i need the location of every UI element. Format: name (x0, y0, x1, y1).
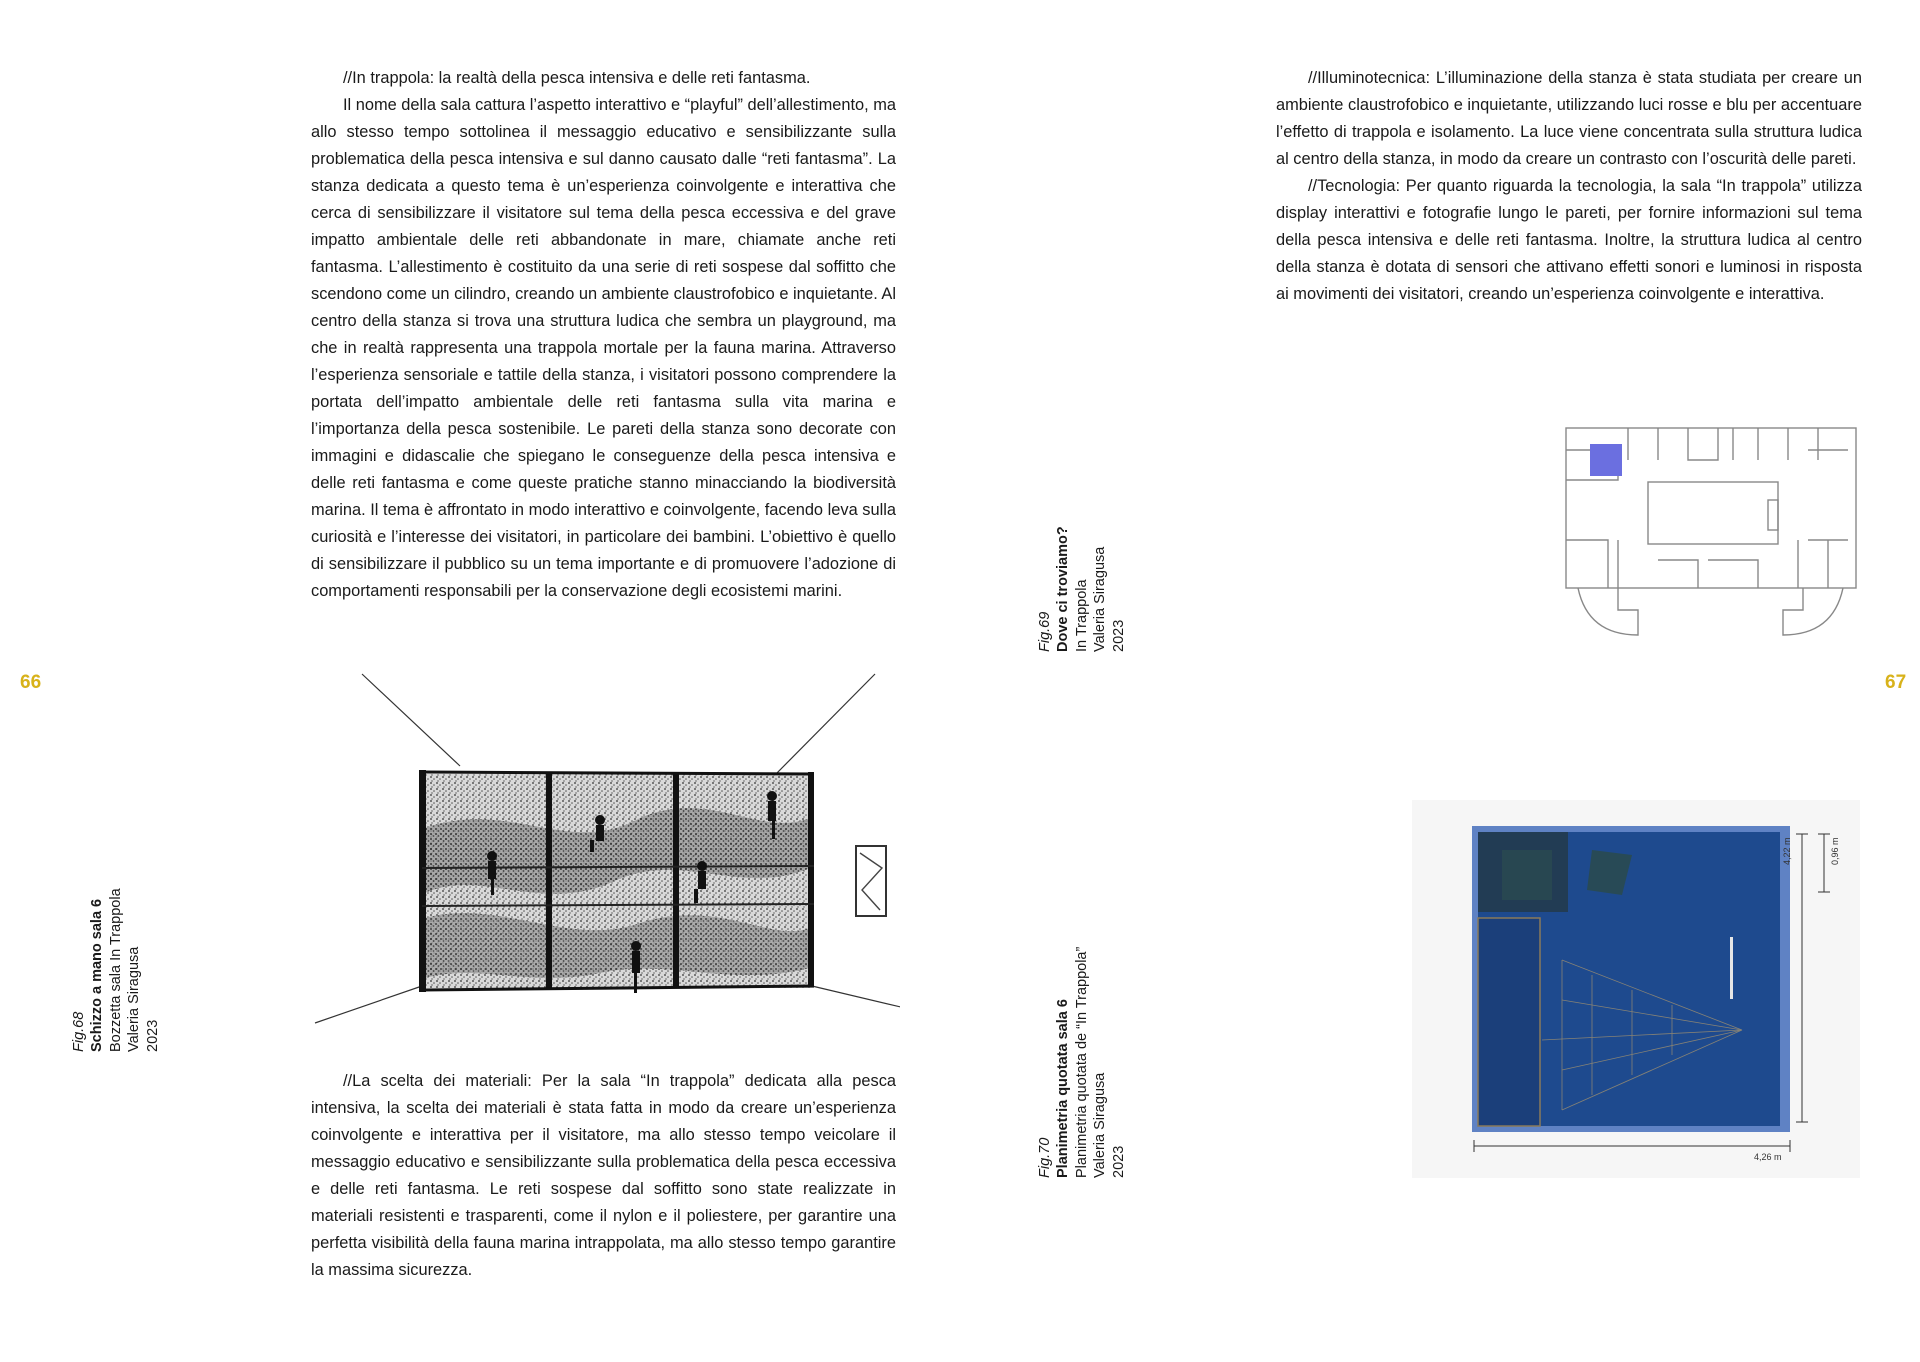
fig68-title: Schizzo a mano sala 6 (89, 898, 106, 1052)
dimension-height: 4,22 m (1782, 837, 1792, 865)
materials-paragraph: //La scelta dei materiali: Per la sala “In trappola” dedicata alla pesca intensiva, la scelta dei materiali è stata fatta in modo da creare un’esperienza coinvolgente e interattiva per il visitatore, ma allo stesso tempo veicolare il messaggio educativo e sensibilizzante sulla problematica della pesca eccessiva e delle reti fantasma. Le reti sospese dal soffitto sono state realizzate in materiali resistenti e trasparenti, come il nylon e il poliestere, per garantire una perfetta visibilità della fauna marina intrappolata, ma allo stesso tempo garantire la massima sicurezza. (311, 1072, 896, 1279)
fig69-caption (1036, 526, 1128, 652)
page-number-right: 67 (1885, 672, 1907, 693)
page-number-left: 66 (20, 672, 42, 693)
fig68-subtitle: Bozzetta sala In Trappola (107, 888, 124, 1052)
intro-paragraph: Il nome della sala cattura l’aspetto interattivo e “playful” dell’allestimento, ma allo stesso tempo sottolinea il messaggio educativo e sensibilizzante sulla problematica della pesca intensiva e sul danno causato dalle “reti fantasma”. La stanza dedicata a questo tema è un’esperienza coinvolgente e interattiva che cerca di sensibilizzare il visitatore sul tema della pesca eccessiva e del grave impatto ambientale delle reti abbandonate in mare, chiamate anche reti fantasma. L’allestimento è costituito da una serie di reti sospese dal soffitto che scendono come un cilindro, creando un ambiente claustrofobico e inquietante. Al centro della stanza si trova una struttura ludica che sembra un playground, ma che in realtà rappresenta una trappola mortale per la fauna marina. Attraverso l’esperienza sensoriale e tattile della stanza, i visitatori possono comprendere la portata dell’impatto ambientale delle reti fantasma sulla vita marina e l’importanza della pesca sostenibile. Le pareti della stanza sono decorate con immagini e didascalie che spiegano le conseguenze della pesca intensiva e delle reti fantasma e come queste pratiche stanno minacciando la biodiversità marina. Il tema è affrontato in modo interattivo e coinvolgente, facendo leva sulla curiosità e l’interesse dei visitatori, in particolare dei bambini. L’obiettivo è quello di sensibilizzare il pubblico su un tema importante e di promuovere l’adozione di comportamenti responsabili per la conservazione degli ecosistemi marini. (311, 96, 897, 600)
fig70-author: Valeria Siragusa (1092, 1072, 1109, 1178)
fig69-number: Fig.69 (1037, 611, 1053, 652)
dimension-width: 4,26 m (1754, 1152, 1782, 1162)
location-floor-plan (1558, 420, 1863, 650)
fig70-caption (1036, 947, 1128, 1178)
fig68-caption (70, 888, 162, 1052)
highlighted-room (1590, 444, 1622, 476)
fig69-subtitle: In Trappola (1073, 579, 1090, 652)
technology-paragraph: //Tecnologia: Per quanto riguarda la tecnologia, la sala “In trappola” utilizza display interattivi e fotografie lungo le pareti, per fornire informazioni sul tema della pesca intensiva e delle reti fantasma. Inoltre, la struttura ludica al centro della stanza è dotata di sensori che attivano effetti sonori e luminosi in risposta ai movimenti dei visitatori, creando un’esperienza coinvolgente e interattiva. (1276, 177, 1862, 303)
fig69-title: Dove ci troviamo? (1055, 526, 1072, 652)
fig68-year: 2023 (144, 1019, 161, 1052)
dimension-inner-height: 0,96 m (1830, 837, 1840, 865)
fig68-number: Fig.68 (71, 1011, 87, 1052)
fig69-year: 2023 (1110, 619, 1127, 652)
fig70-title: Planimetria quotata sala 6 (1055, 999, 1072, 1178)
quoted-plan-room-6 (1412, 800, 1860, 1178)
section-title: //In trappola: la realtà della pesca intensiva e delle reti fantasma. (343, 69, 811, 87)
intro-text-block (311, 65, 896, 605)
fig70-subtitle: Planimetria quotata de “In Trappola” (1073, 946, 1090, 1178)
lighting-paragraph: //Illuminotecnica: L’illuminazione della stanza è stata studiata per creare un ambiente claustrofobico e inquietante, utilizzando luci rosse e blu per accentuare l’effetto di trappola e isolamento. La luce viene concentrata sulla struttura ludica al centro della stanza, in modo da creare un contrasto con l’oscurità delle pareti. (1276, 69, 1862, 168)
fig68-author: Valeria Siragusa (126, 946, 143, 1052)
hand-sketch-room-6 (310, 668, 900, 1033)
lighting-text-block (1276, 65, 1862, 308)
fig70-number: Fig.70 (1037, 1137, 1053, 1178)
right-page (960, 0, 1920, 1362)
materials-text-block (311, 1068, 896, 1284)
fig70-year: 2023 (1110, 1145, 1127, 1178)
fig69-author: Valeria Siragusa (1092, 546, 1109, 652)
